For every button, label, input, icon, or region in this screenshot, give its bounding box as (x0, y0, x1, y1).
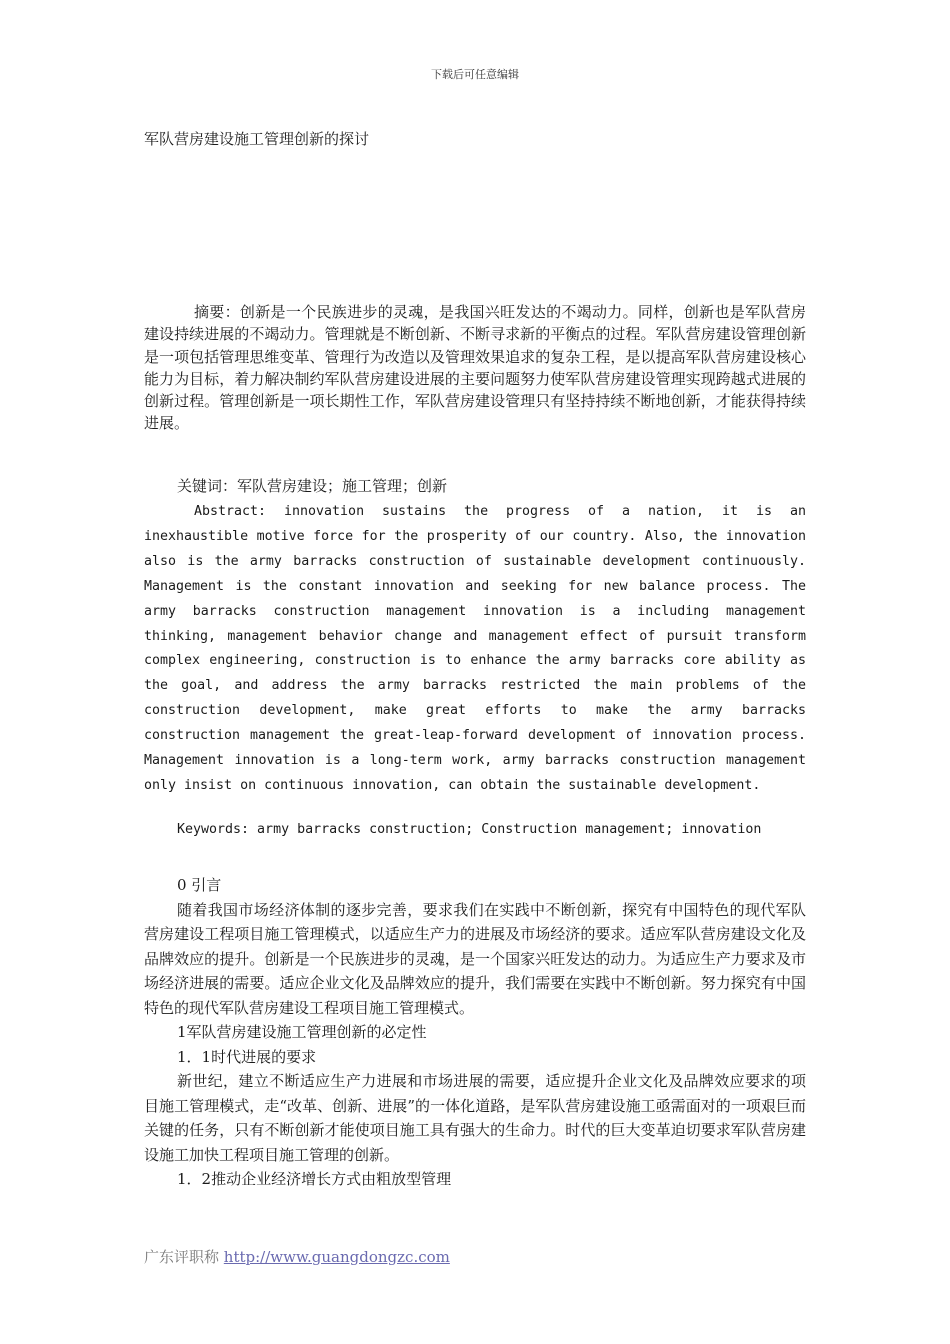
document-title: 军队营房建设施工管理创新的探讨 (144, 130, 370, 148)
section-1-1-paragraph: 新世纪，建立不断适应生产力进展和市场进展的需要，适应提升企业文化及品牌效应要求的项目施工管理模式，走“改革、创新、进展”的一体化道路，是军队营房建设施工亟需面对的一项艰巨而关键的任务，只有不断创新才能使项目施工具有强大的生命力。时代的巨大变革迫切要求军队营房建设施工加快工程项目施工管理的创新。 (144, 1072, 806, 1164)
page-footer (144, 1246, 450, 1267)
page-header: 下载后可任意编辑 (431, 68, 519, 81)
footer-link[interactable]: http://www.guangdongzc.com (223, 1248, 450, 1266)
section-1-heading: 1军队营房建设施工管理创新的必定性 (177, 1023, 427, 1041)
keywords-english: Keywords: army barracks construction; Construction management; innovation (177, 822, 762, 837)
section-1-1-heading: 1．1时代进展的要求 (177, 1047, 317, 1066)
intro-paragraph: 随着我国市场经济体制的逐步完善，要求我们在实践中不断创新，探究有中国特色的现代军队营房建设工程项目施工管理模式，以适应生产力的进展及市场经济的要求。适应军队营房建设文化及品牌效应的提升。创新是一个民族进步的灵魂，是一个国家兴旺发达的动力。为适应生产力要求及市场经济进展的需要。适应企业文化及品牌效应的提升，我们需要在实践中不断创新。努力探究有中国特色的现代军队营房建设工程项目施工管理模式。 (144, 900, 806, 1017)
abstract-chinese: 摘要：创新是一个民族进步的灵魂，是我国兴旺发达的不竭动力。同样，创新也是军队营房建设持续进展的不竭动力。管理就是不断创新、不断寻求新的平衡点的过程。军队营房建设管理创新是一项包括管理思维变革、管理行为改造以及管理效果追求的复杂工程，是以提高军队营房建设核心能力为目标，着力解决制约军队营房建设进展的主要问题努力使军队营房建设管理实现跨越式进展的创新过程。管理创新是一项长期性工作，军队营房建设管理只有坚持持续不断地创新，才能获得持续进展。 (144, 303, 806, 433)
footer-site-name: 广东评职称 (144, 1248, 220, 1266)
abstract-english: Abstract: innovation sustains the progress of a nation, it is an inexhaustible motive force for the prosperity of our country. Also, the innovation also is the army barracks construction of sustainable development continuously. Management is the constant innovation and seeking for new balance process. The army barracks construction management innovation is a including management thinking, management behavior change and management effect of pursuit transform complex engineering, construction is to enhance the army barracks core ability as the goal, and address the army barracks restricted the main problems of the construction development, make great efforts to make the army barracks construction management the great-leap-forward development of innovation process. Management innovation is a long-term work, army barracks construction management only insist on continuous innovation, can obtain the sustainable development. (144, 504, 806, 793)
intro-heading: 0 引言 (177, 876, 222, 894)
body-text (144, 873, 806, 1192)
section-1-2-heading: 1．2推动企业经济增长方式由粗放型管理 (177, 1170, 452, 1188)
keywords-chinese: 关键词：军队营房建设；施工管理；创新 (177, 477, 448, 495)
